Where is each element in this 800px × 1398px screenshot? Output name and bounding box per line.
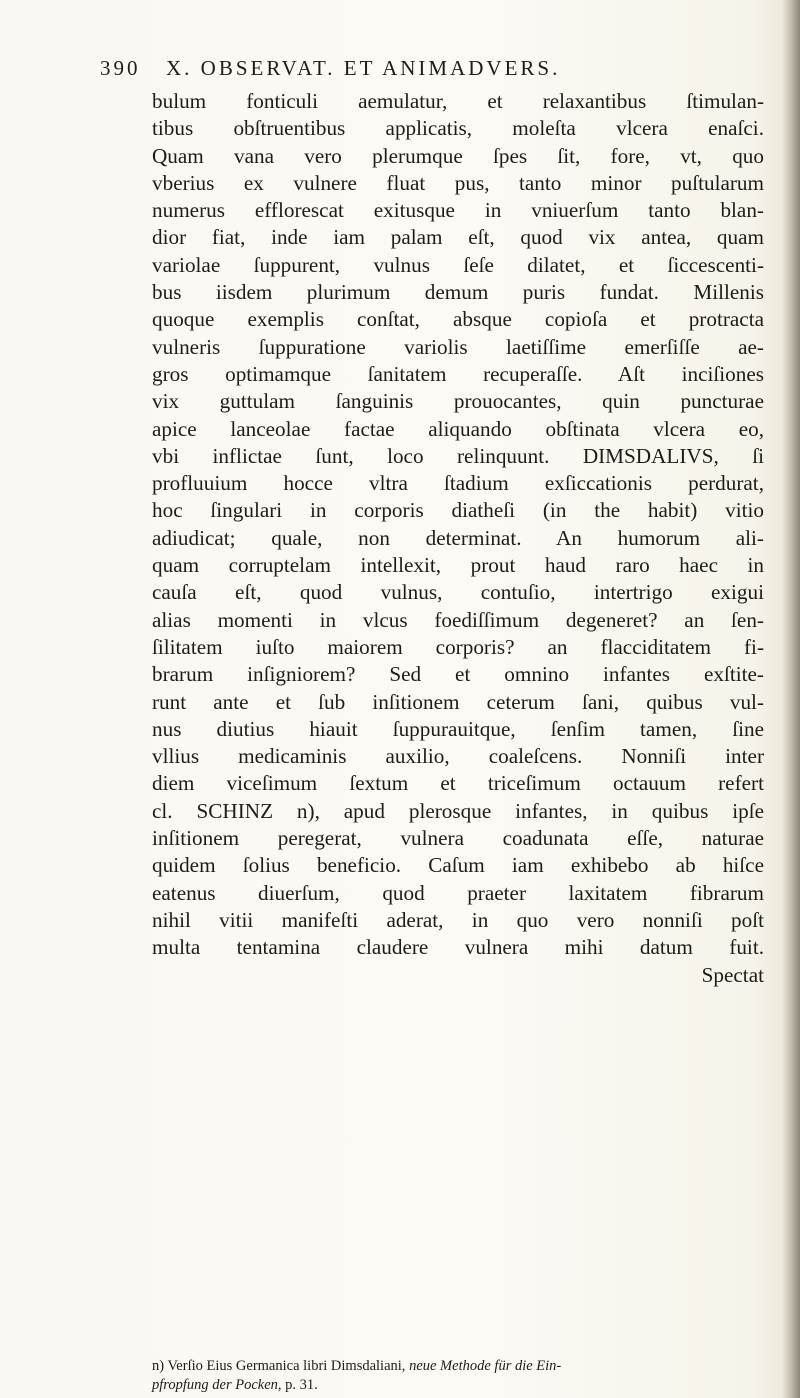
footnote-line-2-text: , p. 31. bbox=[277, 1377, 318, 1393]
text-line: nihil vitii manifeſti aderat, in quo vero nonniſi poſt bbox=[152, 907, 764, 932]
text-line: apice lanceolae factae aliquando obſtinata vlcera eo, bbox=[152, 416, 764, 441]
text-line: vllius medicaminis auxilio, coaleſcens. Nonniſi inter bbox=[152, 744, 764, 769]
text-line: vberius ex vulnere fluat pus, tanto minor puſtularum bbox=[152, 170, 764, 195]
text-line: multa tentamina claudere vulnera mihi datum fuit. bbox=[152, 935, 764, 960]
text-line: runt ante et ſub inſitionem ceterum ſani, quibus vul- bbox=[152, 689, 764, 714]
text-line: diem viceſimum ſextum et triceſimum octauum refert bbox=[152, 771, 764, 796]
footnote-line-2 bbox=[152, 1376, 764, 1395]
text-line: tibus obſtruentibus applicatis, moleſta vlcera enaſci. bbox=[152, 116, 764, 141]
page-number: 390 bbox=[100, 56, 141, 80]
text-line: vbi inflictae ſunt, loco relinquunt. DIMSDALIVS, ſi bbox=[152, 443, 764, 468]
text-line: hoc ſingulari in corporis diatheſi (in the habit) vitio bbox=[152, 498, 764, 523]
text-line: bus iisdem plurimum demum puris fundat. Millenis bbox=[152, 280, 764, 305]
text-line: vix guttulam ſanguinis prouocantes, quin puncturae bbox=[152, 389, 764, 414]
text-line: gros optimamque ſanitatem recuperaſſe. Aſt inciſiones bbox=[152, 361, 764, 386]
text-line: Quam vana vero plerumque ſpes ſit, fore, vt, quo bbox=[152, 143, 764, 168]
footnote bbox=[152, 1357, 764, 1395]
text-line: numerus efflorescat exitusque in vniuerſum tanto blan- bbox=[152, 198, 764, 223]
footnote-line-1-text: n) Verſio Eius Germanica libri Dimsdaliani, bbox=[152, 1358, 410, 1374]
text-line: quidem ſolius beneficio. Caſum iam exhibebo ab hiſce bbox=[152, 853, 764, 878]
main-text-block bbox=[152, 88, 764, 989]
footnote-line-1 bbox=[152, 1357, 764, 1376]
text-line: cauſa eſt, quod vulnus, contuſio, intertrigo exigui bbox=[152, 580, 764, 605]
text-line: ſilitatem iuſto maiorem corporis? an flacciditatem fi- bbox=[152, 634, 764, 659]
footnote-line-1-italic: neue Methode für die Ein- bbox=[409, 1358, 562, 1374]
text-line: adiudicat; quale, non determinat. An humorum ali- bbox=[152, 525, 764, 550]
text-line: variolae ſuppurent, vulnus ſeſe dilatet, et ſiccescenti- bbox=[152, 252, 764, 277]
catchword: Spectat bbox=[701, 962, 764, 987]
text-line: vulneris ſuppuratione variolis laetiſſime emerſiſſe ae- bbox=[152, 334, 764, 359]
text-line: dior fiat, inde iam palam eſt, quod vix antea, quam bbox=[152, 225, 764, 250]
text-line: cl. SCHINZ n), apud plerosque infantes, in quibus ipſe bbox=[152, 798, 764, 823]
text-line: profluuium hocce vltra ſtadium exſiccationis perdurat, bbox=[152, 471, 764, 496]
text-line: alias momenti in vlcus foediſſimum degeneret? an ſen- bbox=[152, 607, 764, 632]
running-title: X. OBSERVAT. ET ANIMADVERS. bbox=[166, 56, 561, 80]
text-line: nus diutius hiauit ſuppurauitque, ſenſim tamen, ſine bbox=[152, 716, 764, 741]
text-line: inſitionem peregerat, vulnera coadunata eſſe, naturae bbox=[152, 826, 764, 851]
text-line: bulum fonticuli aemulatur, et relaxantibus ſtimulan- bbox=[152, 89, 764, 113]
text-line: quam corruptelam intellexit, prout haud raro haec in bbox=[152, 553, 764, 578]
page-gutter-shadow bbox=[782, 0, 800, 1398]
text-line: brarum inſigniorem? Sed et omnino infantes exſtite- bbox=[152, 662, 764, 687]
footnote-line-2-italic: pfropfung der Pocken bbox=[152, 1377, 278, 1393]
running-header bbox=[100, 56, 760, 86]
text-line: eatenus diuerſum, quod praeter laxitatem fibrarum bbox=[152, 880, 764, 905]
text-line: quoque exemplis conſtat, absque copioſa et protracta bbox=[152, 307, 764, 332]
